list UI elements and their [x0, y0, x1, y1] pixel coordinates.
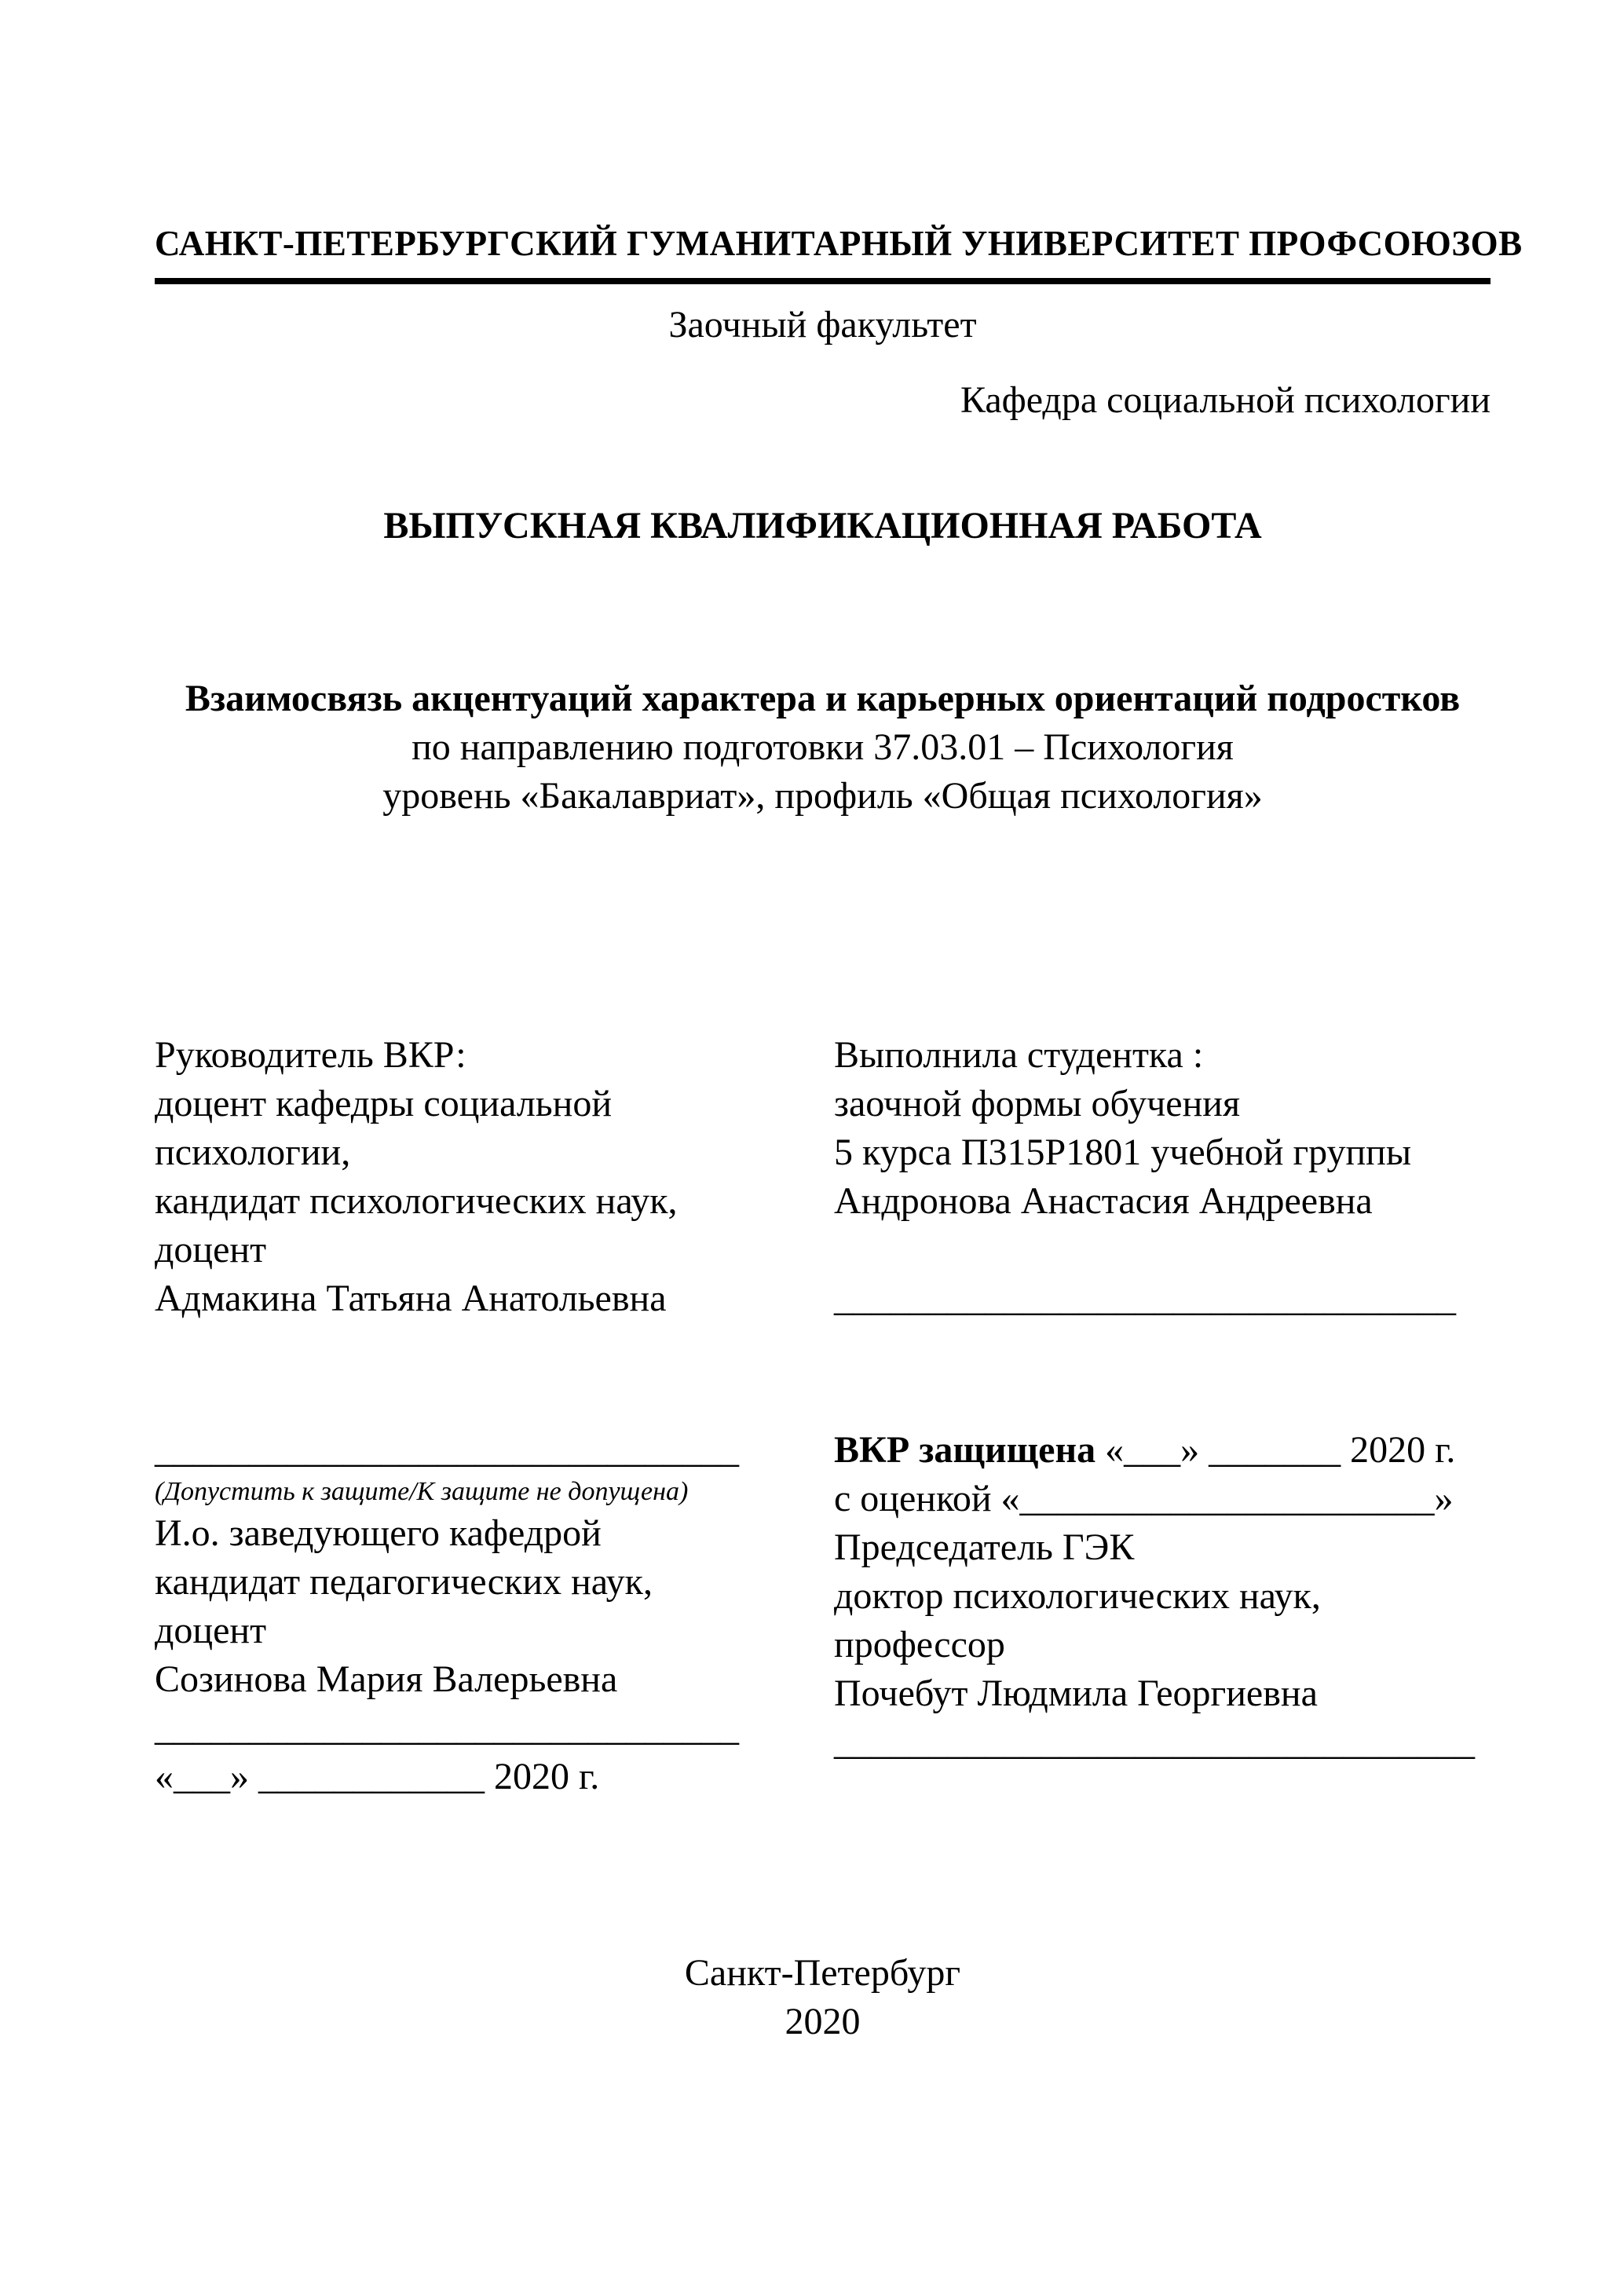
year: 2020 — [785, 2001, 861, 2042]
defense-grade-line: с оценкой «______________________» — [834, 1478, 1454, 1519]
head-of-department-degree: кандидат педагогических наук, — [155, 1561, 653, 1603]
thesis-title-block — [155, 675, 1490, 821]
student-study-form: заочной формы обучения — [834, 1083, 1241, 1124]
faculty-name: Заочный факультет — [668, 304, 977, 345]
supervisor-block — [155, 1031, 834, 1323]
work-type-heading: ВЫПУСКНАЯ КВАЛИФИКАЦИОННАЯ РАБОТА — [383, 505, 1262, 547]
thesis-title: Взаимосвязь акцентуаций характера и карьерных ориентаций подростков — [185, 678, 1461, 719]
defense-date-line — [834, 1426, 1490, 1475]
committee-chair-name: Почебут Людмила Георгиевна — [834, 1673, 1318, 1714]
university-name: САНКТ-ПЕТЕРБУРГСКИЙ ГУМАНИТАРНЫЙ УНИВЕРСИТЕТ ПРОФСОЮЗОВ — [155, 224, 1523, 263]
admission-note: (Допустить к защите/К защите не допущена) — [155, 1477, 689, 1506]
admission-signature-line: _______________________________ — [155, 1429, 739, 1471]
supervisor-rank: доцент — [155, 1229, 267, 1270]
people-section — [155, 1031, 1490, 1323]
supervisor-position-cont: психологии, — [155, 1132, 351, 1173]
department-name: Кафедра социальной психологии — [960, 379, 1490, 421]
head-of-department-name: Созинова Мария Валерьевна — [155, 1658, 618, 1700]
supervisor-name: Адмакина Татьяна Анатольевна — [155, 1278, 667, 1319]
committee-chair-role: Председатель ГЭК — [834, 1526, 1135, 1568]
admission-date-line: «___» ____________ 2020 г. — [155, 1756, 600, 1797]
defense-signature-line: __________________________________ — [834, 1721, 1475, 1763]
city-name: Санкт-Петербург — [684, 1952, 961, 1994]
committee-chair-rank: профессор — [834, 1624, 1005, 1665]
student-role: Выполнила студентка : — [834, 1034, 1204, 1076]
header-divider-rule — [155, 278, 1490, 284]
admission-block — [155, 1426, 834, 1801]
spacer — [834, 1226, 1490, 1274]
supervisor-role: Руководитель ВКР: — [155, 1034, 466, 1076]
thesis-level: уровень «Бакалавриат», профиль «Общая психология» — [382, 775, 1263, 817]
defense-label: ВКР защищена — [834, 1429, 1096, 1471]
supervisor-degree: кандидат психологических наук, — [155, 1180, 678, 1222]
admission-signature-line-2: _______________________________ — [155, 1707, 739, 1749]
imprint-block — [155, 1949, 1490, 2046]
head-of-department-role: И.о. заведующего кафедрой — [155, 1512, 602, 1554]
student-block — [834, 1031, 1490, 1323]
defense-date-blank: «___» _______ 2020 г. — [1095, 1429, 1456, 1471]
committee-chair-degree: доктор психологических наук, — [834, 1575, 1321, 1617]
defense-block — [834, 1426, 1490, 1801]
student-name: Андронова Анастасия Андреевна — [834, 1180, 1373, 1222]
approval-section — [155, 1426, 1490, 1801]
thesis-direction: по направлению подготовки 37.03.01 – Психология — [411, 726, 1234, 768]
student-group: 5 курса П315Р1801 учебной группы — [834, 1132, 1412, 1173]
student-signature-line: _________________________________ — [834, 1278, 1456, 1319]
supervisor-position: доцент кафедры социальной — [155, 1083, 613, 1124]
head-of-department-rank: доцент — [155, 1610, 267, 1651]
